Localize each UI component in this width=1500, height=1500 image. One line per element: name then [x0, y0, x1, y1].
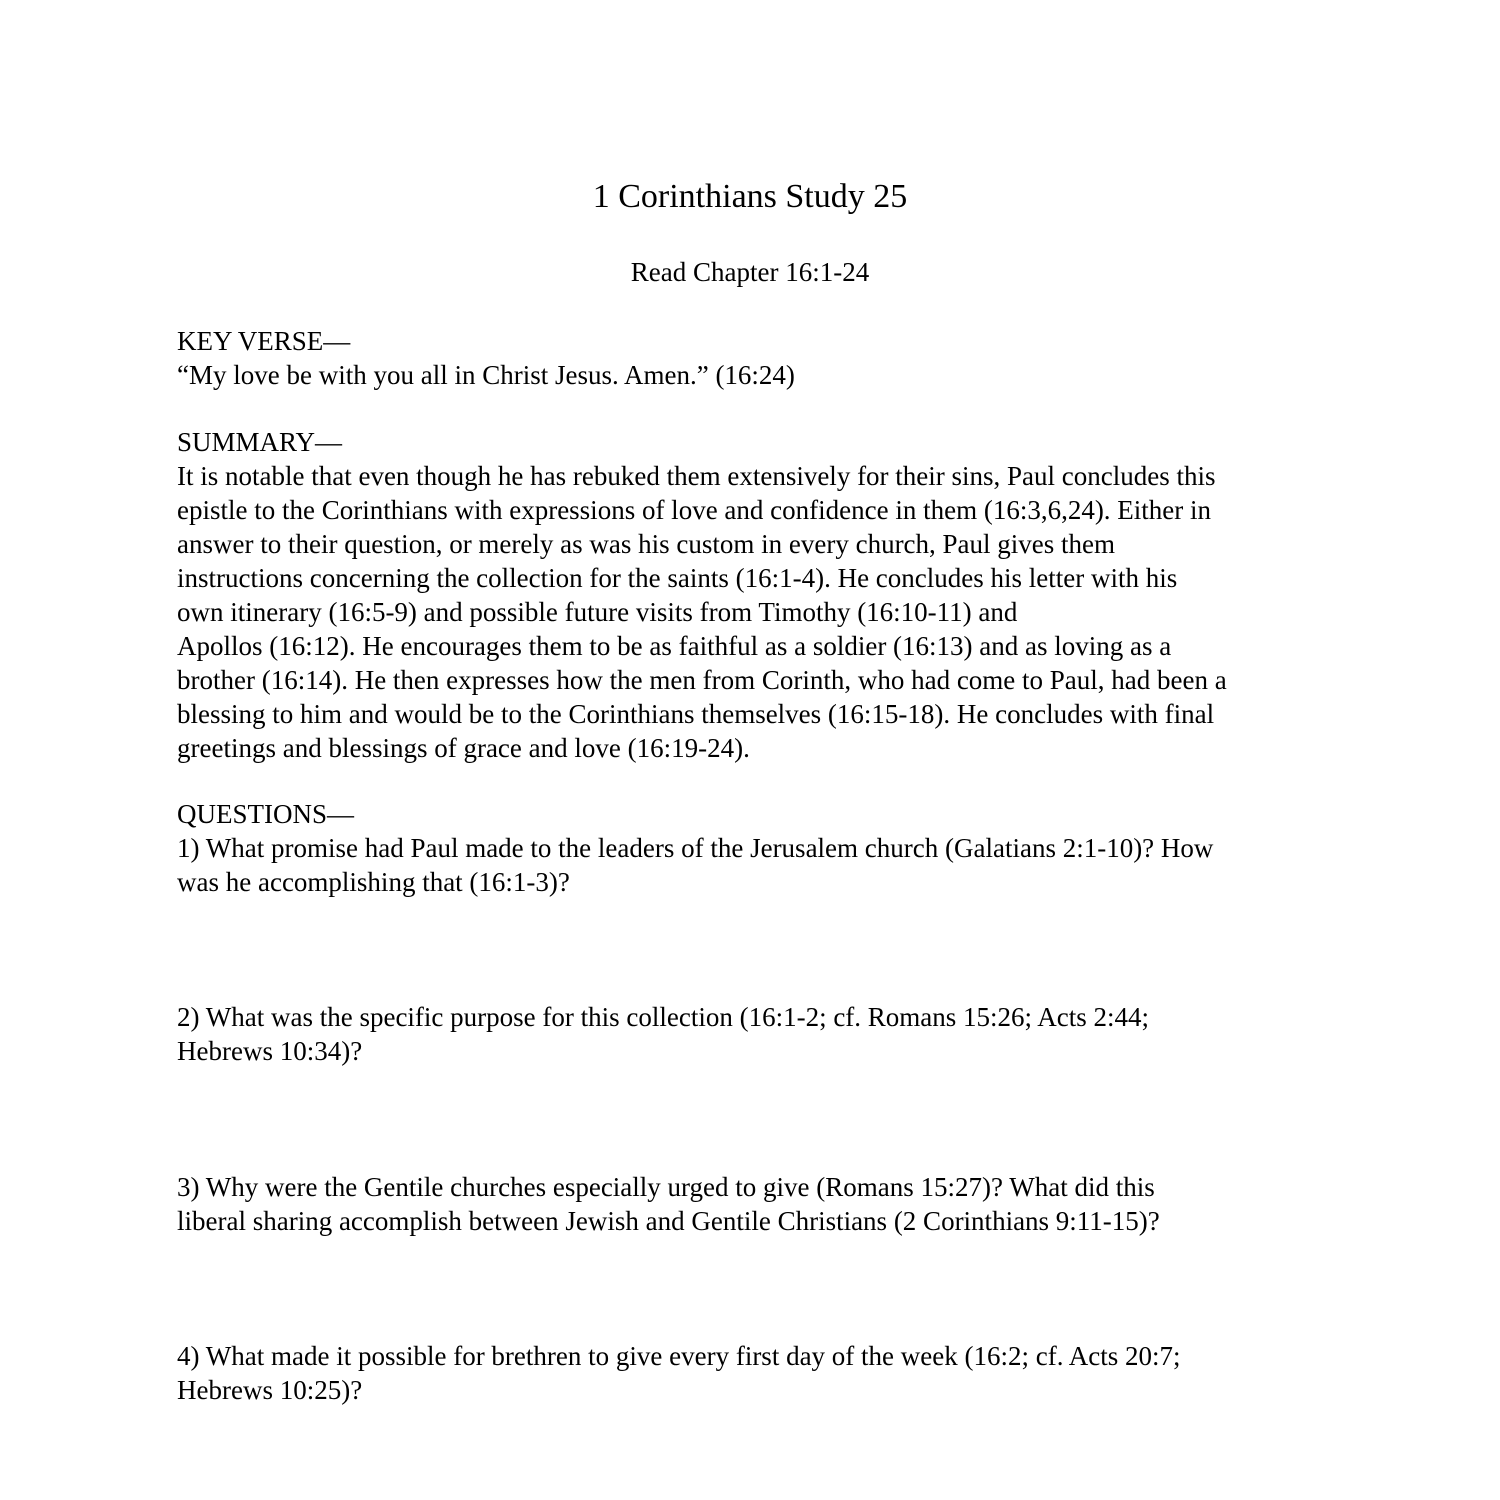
key-verse-heading: KEY VERSE—: [177, 326, 351, 356]
summary-line: answer to their question, or merely as was his custom in every church, Paul gives them: [177, 529, 1116, 559]
summary-line: Apollos (16:12). He encourages them to be as faithful as a soldier (16:13) and as loving as a: [177, 631, 1172, 661]
summary-line: blessing to him and would be to the Corinthians themselves (16:15-18). He concludes with final: [177, 699, 1215, 729]
questions-heading: QUESTIONS—: [177, 799, 355, 829]
question-line: 4) What made it possible for brethren to give every first day of the week (16:2; cf. Acts 20:7;: [177, 1341, 1181, 1371]
question-line: liberal sharing accomplish between Jewish and Gentile Christians (2 Corinthians 9:11-15)?: [177, 1206, 1160, 1236]
summary-line: It is notable that even though he has rebuked them extensively for their sins, Paul concludes this: [177, 461, 1216, 491]
question-line: 2) What was the specific purpose for this collection (16:1-2; cf. Romans 15:26; Acts 2:44;: [177, 1002, 1150, 1032]
key-verse-text: “My love be with you all in Christ Jesus. Amen.” (16:24): [177, 360, 795, 390]
question-4: [177, 1339, 1337, 1407]
summary-line: greetings and blessings of grace and love (16:19-24).: [177, 733, 750, 763]
summary-line: epistle to the Corinthians with expressions of love and confidence in them (16:3,6,24). Either in: [177, 495, 1212, 525]
summary-heading: SUMMARY—: [177, 427, 343, 457]
summary-text: [177, 459, 1337, 765]
questions-section: [177, 797, 1337, 899]
page-title: 1 Corinthians Study 25: [592, 178, 908, 215]
question-line: Hebrews 10:25)?: [177, 1375, 363, 1405]
question-line: 3) Why were the Gentile churches especially urged to give (Romans 15:27)? What did this: [177, 1172, 1155, 1202]
key-verse-section: [177, 324, 1337, 392]
summary-line: brother (16:14). He then expresses how the men from Corinth, who had come to Paul, had been a: [177, 665, 1227, 695]
question-line: 1) What promise had Paul made to the leaders of the Jerusalem church (Galatians 2:1-10)? How: [177, 833, 1214, 863]
summary-line: own itinerary (16:5-9) and possible future visits from Timothy (16:10-11) and: [177, 597, 1018, 627]
question-line: Hebrews 10:34)?: [177, 1036, 363, 1066]
reading-assignment: Read Chapter 16:1-24: [630, 257, 870, 287]
question-3: [177, 1170, 1337, 1238]
summary-line: instructions concerning the collection for the saints (16:1-4). He concludes his letter with his: [177, 563, 1178, 593]
question-1: [177, 831, 1337, 899]
summary-section: [177, 425, 1337, 765]
question-2: [177, 1000, 1337, 1068]
question-line: was he accomplishing that (16:1-3)?: [177, 867, 570, 897]
